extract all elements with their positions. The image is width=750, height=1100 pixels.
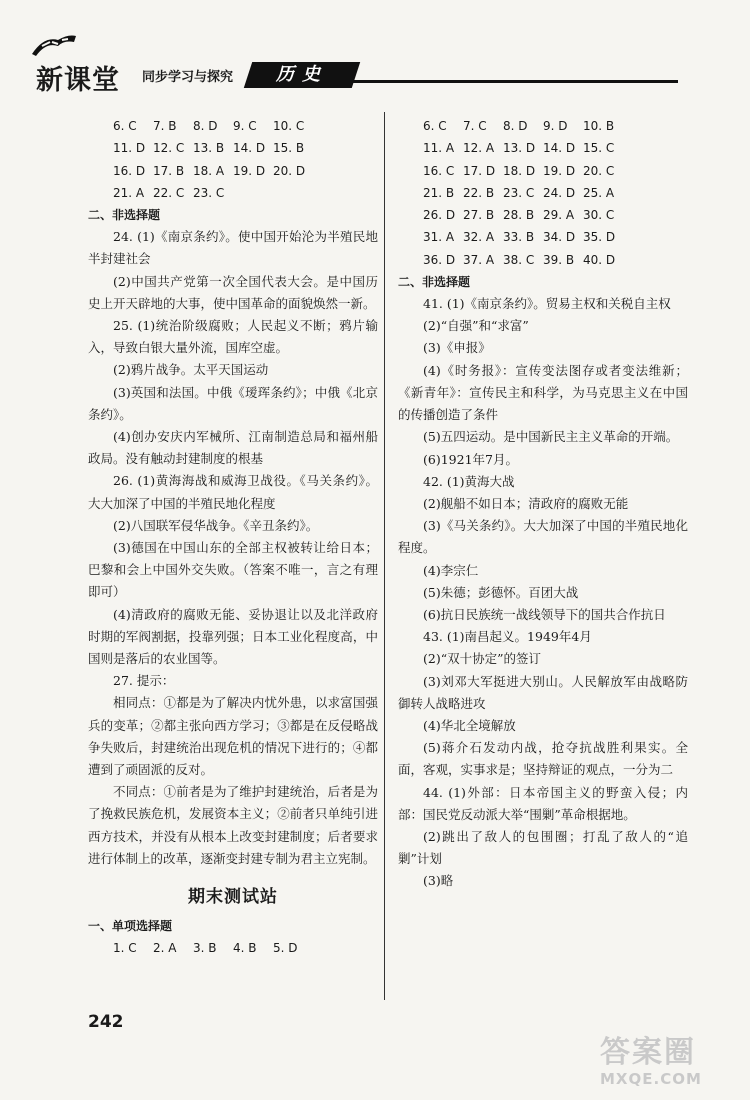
answer: 35. D [583,230,616,245]
answer-row [398,182,688,204]
answer: 20. D [273,163,306,178]
answer: 28. B [503,208,535,223]
answer-paragraph: (5)蒋介石发动内战，抢夺抗战胜利果实。全面，客观，实事求是；坚持辩证的观点，一分为二 [398,740,688,778]
answer: 26. D [423,208,456,223]
answer: 23. C [503,185,535,200]
answer-row [398,249,688,271]
answer: 11. D [113,141,146,156]
answer-paragraph: 相同点：①都是为了解决内忧外患，以求富国强兵的变革；②都主张向西方学习；③都是在反侵略战争失败后，封建统治出现危机的情况下进行的；④都遭到了顽固派的反对。 [88,695,378,778]
subject-label: 历史 [276,64,328,85]
answer-paragraph: (4)李宗仁 [423,562,479,578]
answer: 6. C [423,119,447,133]
answer: 22. B [463,185,495,200]
answer: 10. C [273,119,305,133]
answer-row [398,160,688,182]
watermark-cn: 答案圈 [600,1035,696,1070]
brand-name: 新课堂 [36,65,120,96]
answer: 6. C [113,119,137,133]
subject-tag [244,62,360,88]
answer-row [398,137,688,159]
answer-row [88,160,378,182]
answer: 21. B [423,185,455,200]
answer: 36. D [423,252,456,267]
answer: 2. A [153,941,177,956]
answer-paragraph: (5)朱德；彭德怀。百团大战 [423,584,579,600]
answer-paragraph: (3)刘邓大军挺进大别山。人民解放军由战略防御转人战略进攻 [398,673,688,711]
answer-paragraph: (3)德国在中国山东的全部主权被转让给日本；巴黎和会上中国外交失败。（答案不唯一，言之有理即可） [88,540,378,600]
book-logo-icon [28,30,80,58]
answer: 38. C [503,252,535,267]
answer: 14. D [543,141,576,156]
answer-row [88,137,378,159]
exam-title: 期末测试站 [188,887,278,908]
answer-paragraph: (2)八国联军侵华战争。《辛丑条约》。 [113,517,319,533]
answer: 25. A [583,185,615,200]
watermark-en: MXQE.COM [600,1070,702,1088]
answer: 29. A [543,208,575,223]
answer: 7. C [463,119,487,133]
answer-paragraph: (4)清政府的腐败无能、妥协退让以及北洋政府时期的军阀割据，投靠列强；日本工业化程度高，中国则是落后的农业国等。 [88,606,378,667]
page-header [0,0,750,100]
header-rule [352,80,678,83]
answer-paragraph: (3)略 [423,873,454,889]
answer-row [398,115,688,137]
answer-paragraph: (4)《时务报》：宣传变法图存或者变法维新；《新青年》：宣传民主和科学，为马克思主义在中国的传播创造了条件 [398,362,688,423]
answer: 39. B [543,252,575,267]
answer: 9. C [233,119,257,133]
answer: 40. D [583,252,616,267]
answer-paragraph: (3)《马关条约》。大大加深了中国的半殖民地化程度。 [398,518,688,556]
answer: 13. B [193,141,225,156]
answer: 10. B [583,119,615,133]
answer: 34. D [543,230,576,245]
answer-paragraph: 27. 提示： [113,673,175,689]
answer: 17. B [153,163,185,178]
answer: 33. B [503,230,535,245]
answer: 15. B [273,141,305,156]
answer: 3. B [193,941,217,956]
answer-row [88,182,378,204]
answer: 5. D [273,941,298,956]
watermark-logo [600,1036,750,1100]
answer-paragraph: (4)华北全境解放 [423,717,516,733]
answer: 9. D [543,119,568,133]
answer-paragraph: (6)抗日民族统一战线领导下的国共合作抗日 [423,606,666,622]
answer-paragraph: 不同点：①前者是为了维护封建统治，后者是为了挽救民族危机，发展资本主义；②前者只单纯引进西方技术，并没有从根本上改变封建制度；后者要求进行体制上的改革，逐渐变封建专制为君主立宪制。 [88,784,378,866]
answer: 7. B [153,119,177,133]
answer: 12. C [153,141,185,156]
answer: 16. D [113,163,146,178]
answer-row [88,115,378,137]
choice-answers-right [398,115,688,271]
answer-row [88,937,378,959]
answer: 11. A [423,141,455,156]
answer: 16. C [423,163,455,178]
answer-paragraph: (3)英国和法国。中俄《瑷珲条约》；中俄《北京条约》。 [88,384,378,422]
answer-paragraph: (2)跳出了敌人的包围圈；打乱了敌人的“追剿”计划 [398,828,688,867]
answer: 37. A [463,252,495,267]
answer: 17. D [463,163,496,178]
answer-row [398,204,688,226]
answer: 22. C [153,185,185,200]
answer: 31. A [423,230,455,245]
answer-paragraph: 41. (1)《南京条约》。贸易主权和关税自主权 [423,296,671,312]
answer: 32. A [463,230,495,245]
answer-paragraph: (6)1921年7月。 [423,451,518,467]
answer: 13. D [503,141,536,156]
answer-paragraph: (2)“自强”和“求富” [423,318,529,334]
section-heading: 一、单项选择题 [88,919,173,934]
answer-paragraph: (3)《申报》 [423,340,491,356]
answer-paragraph: 26. (1)黄海海战和威海卫战役。《马关条约》。大大加深了中国的半殖民地化程度 [88,473,378,511]
page-number: 242 [88,1012,124,1032]
answer-row [398,226,688,248]
answer: 23. C [193,185,225,200]
right-column [398,115,688,893]
answer: 15. C [583,141,615,156]
answer-paragraph: (4)创办安庆内军械所、江南制造总局和福州船政局。没有触动封建制度的根基 [88,429,378,467]
choice-answers-left [88,115,378,204]
answer: 20. C [583,163,615,178]
answer: 24. D [543,185,576,200]
section-heading: 二、非选择题 [88,208,161,223]
answer: 18. D [503,163,536,178]
answer: 8. D [193,119,218,133]
answer: 27. B [463,208,495,223]
answer: 1. C [113,941,137,956]
answer-paragraph: (2)中国共产党第一次全国代表大会。是中国历史上开天辟地的大事，使中国革命的面貌焕然一新。 [88,273,378,311]
answer-paragraph: 24. (1)《南京条约》。使中国开始沦为半殖民地半封建社会 [88,229,378,267]
answer: 21. A [113,185,145,200]
answer: 19. D [233,163,266,178]
answer: 12. A [463,141,495,156]
series-name: 同步学习与探究 [142,70,234,85]
answer-paragraph: (2)舰船不如日本；清政府的腐败无能 [423,495,629,511]
section-heading: 二、非选择题 [398,275,471,290]
answer: 30. C [583,208,615,223]
answer-paragraph: 43. (1)南昌起义。1949年4月 [423,629,592,645]
answer-paragraph: (2)鸦片战争。太平天国运动 [113,362,269,378]
left-column [88,115,378,959]
answer: 8. D [503,119,528,133]
answer-paragraph: 25. (1)统治阶级腐败；人民起义不断；鸦片输入，导致白银大量外流，国库空虚。 [88,318,378,356]
answer-paragraph: (5)五四运动。是中国新民主主义革命的开端。 [423,429,679,445]
answer-paragraph: (2)“双十协定”的签订 [423,651,541,667]
answer-paragraph: 42. (1)黄海大战 [423,473,515,489]
answer-paragraph: 44. (1)外部：日本帝国主义的野蛮入侵；内部：国民党反动派大举“围剿”革命根据地。 [398,784,688,822]
answer: 14. D [233,141,266,156]
answer: 18. A [193,163,225,178]
column-divider [384,112,385,1000]
answer: 4. B [233,941,257,956]
answer: 19. D [543,163,576,178]
